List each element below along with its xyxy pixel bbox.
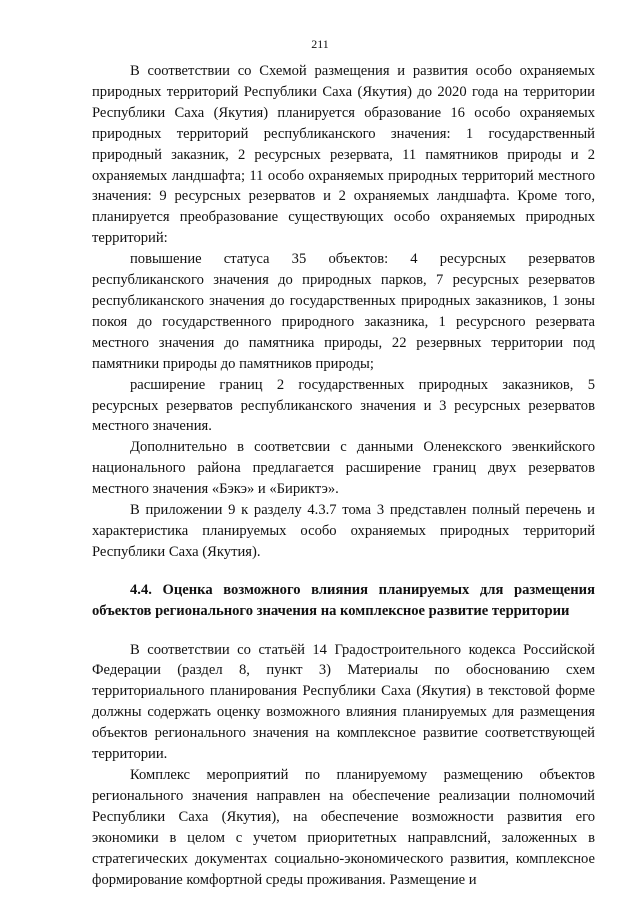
page-number: 211 (311, 37, 329, 51)
paragraph-town-planning-code: В соответствии со статьёй 14 Градостроительного кодекса Российской Федерации (раздел 8, пункт 3) Материалы по обоснованию схем территориального планирования Республики Саха (Якутия) в текстовой форме должны содержать оценку возможного влияния планируемых для размещения объектов регионального значения на комплексное развитие соответствующей территории. (92, 641, 595, 763)
paragraph-olenek-district: Дополнительно в соответсвии с данными Оленекского эвенкийского национального района предлагается расширение границ двух резерватов местного значения «Бэкэ» и «Бириктэ». (92, 439, 595, 498)
paragraph-measures-complex: Комплекс мероприятий по планируемому размещению объектов регионального значения направлен на обеспечение реализации полномочий Республики Саха (Якутия), на обеспечение возможности развития его экономики в целом с учетом приоритетных направлсний, заложенных в стратегических документах социально-экономического развития, комплексное формирование комфортной среды проживания. Размещение и (92, 767, 595, 888)
paragraph-appendix-reference: В приложении 9 к разделу 4.3.7 тома 3 представлен полный перечень и характеристика планируемых особо охраняемых природных территорий Республики Саха (Якутия). (92, 502, 595, 560)
paragraph-protected-areas-plan: В соответствии со Схемой размещения и развития особо охраняемых природных территорий Республики Саха (Якутия) до 2020 года на территории Республики Саха (Якутия) планируется образование 16 особо охраняемых природных территорий республиканского значения: 1 государственный природный заказник, 2 ресурсных резервата, 11 памятников природы и 2 охраняемых ландшафта; 11 особо охраняемых природных территорий местного значения: 9 ресурсных резерватов и 2 охраняемых ландшафта. Кроме того, планируется преобразование существующих особо охраняемых природных территорий: (92, 63, 595, 247)
body-text (92, 61, 595, 890)
paragraph-status-upgrade: повышение статуса 35 объектов: 4 ресурсных резерватов республиканского значения до природных парков, 7 ресурсных резерватов республиканского значения до государственных природных заказников, 1 зоны покоя до государственного природного заказника, 1 ресурсного резервата местного значения до памятника природы, 22 резервных территории под памятники природы до памятников природы; (92, 251, 595, 372)
section-heading: 4.4. Оценка возможного влияния планируемых для размещения объектов регионального значения на комплексное развитие территории (92, 581, 595, 619)
paragraph-boundary-expansion: расширение границ 2 государственных природных заказников, 5 ресурсных резерватов республиканского значения и 3 ресурсных резерватов местного значения. (92, 376, 595, 435)
